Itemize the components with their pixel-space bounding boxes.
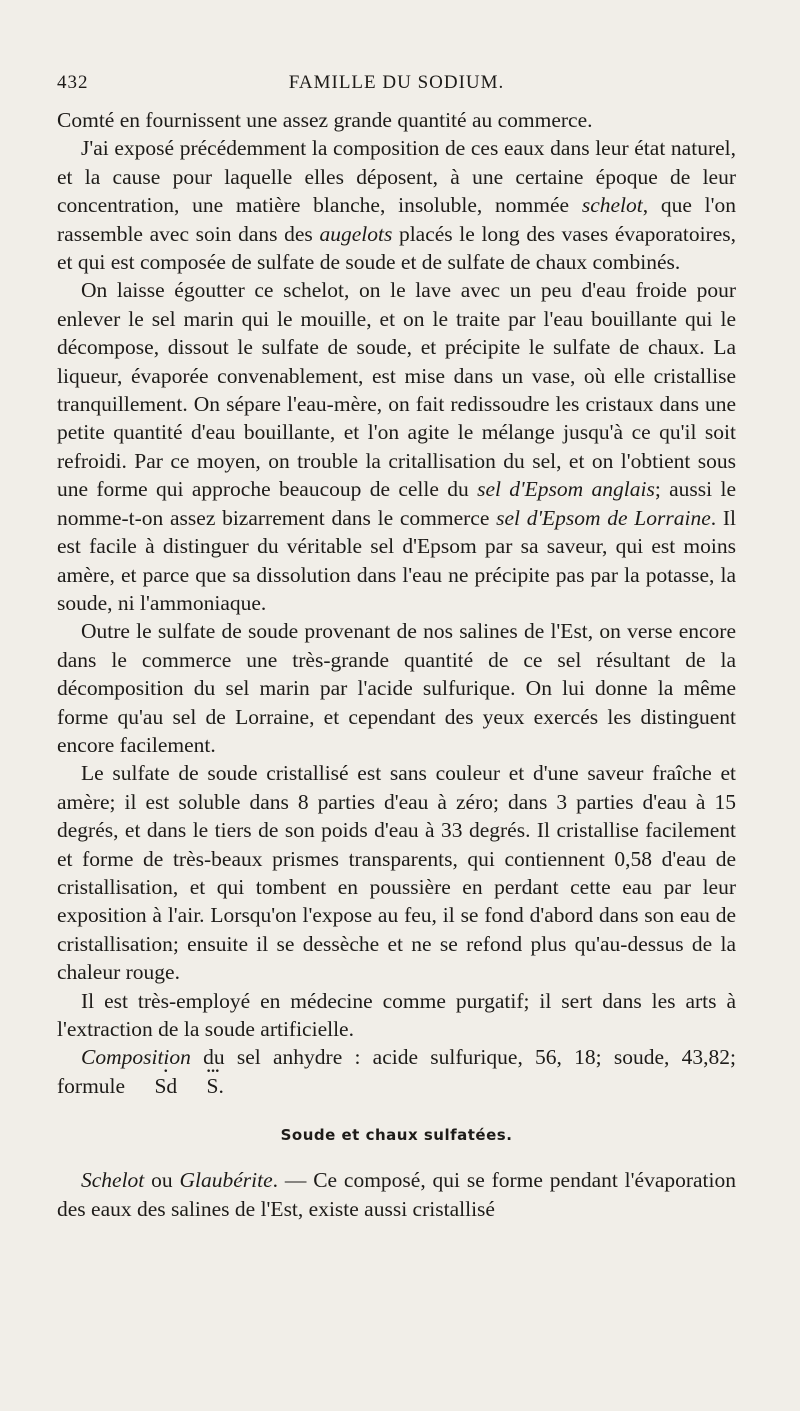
composition-paragraph: [57, 1043, 736, 1100]
paragraph: [57, 987, 736, 1044]
paragraph: [57, 106, 736, 134]
term-glauberite: Glaubérite: [179, 1168, 273, 1193]
page-header: [57, 72, 736, 106]
text-run: Le sulfate de soude cristallisé est sans couleur et d'une saveur fraîche et amère; il est soluble dans 8 parties d'eau à zéro; dans 3 parties d'eau à 15 degrés, et dans le tiers de son poids d'eau à 33 degrés. Il cristallise facilement et forme de très-beaux prismes transparents, qui contiennent 0,58 d'eau de cristallisation, et qui tombent en poussière en perdant cette eau par leur exposition à l'air. Lorsqu'on l'expose au feu, il se fond d'abord dans son eau de cristallisation; ensuite il se dessèche et ne se refond plus qu'au-dessus de la chaleur rouge.: [57, 761, 736, 985]
text-run: ; aussi le nomme-t-on assez bizarrement dans le commerce: [57, 477, 736, 530]
italic-term: sel d'Epsom anglais: [477, 477, 655, 502]
italic-term: schelot: [581, 193, 643, 218]
text-run: Outre le sulfate de soude provenant de nos salines de l'Est, on verse encore dans le commerce une très-grande quantité de ce sel résultant de la décomposition du sel marin par l'acide sulfurique. On lui donne la même forme qu'au sel de Lorraine, et cependant des yeux exercés les distinguent encore facilement.: [57, 619, 736, 757]
paragraph: [57, 617, 736, 759]
text-run: On laisse égoutter ce schelot, on le lave avec un peu d'eau froide pour enlever le sel marin qui le mouille, et on le traite par l'eau bouillante qui le décompose, dissout le sulfate de soude, et précipite le sulfate de chaux. La liqueur, évaporée convenablement, est mise dans un vase, où elle cristallise tranquillement. On sépare l'eau-mère, on fait redissoudre les cristaux dans une petite quantité d'eau bouillante, et l'on agite le mélange jusqu'à ce qu'il soit refroidi. Par ce moyen, on trouble la critallisation du sel, et on l'obtient sous une forme qui approche beaucoup de celle du: [57, 278, 736, 502]
glauberite-paragraph: [57, 1166, 736, 1223]
text-run: . Il est facile à distinguer du véritable sel d'Epsom par sa saveur, qui est moins amère, et parce que sa dissolution dans l'eau ne précipite pas par la potasse, la soude, ni l'ammoniaque.: [57, 505, 736, 615]
term-schelot: Schelot: [81, 1168, 145, 1193]
page-number: 432: [57, 72, 89, 93]
formula-end: .: [218, 1073, 224, 1098]
composition-text: du sel anhydre : acide sulfurique, 56, 18; soude, 43,82; formule: [57, 1045, 736, 1098]
paragraph-list: [57, 106, 736, 1043]
paragraph: [57, 759, 736, 986]
section-heading: Soude et chaux sulfatées.: [280, 1126, 513, 1145]
paragraph: [57, 134, 736, 276]
text-run: Il est très-employé en médecine comme purgatif; il sert dans les arts à l'extraction de la soude artificielle.: [57, 988, 736, 1041]
glauberite-text: . — Ce composé, qui se forme pendant l'évaporation des eaux des salines de l'Est, existe aussi cristallisé: [57, 1168, 737, 1221]
italic-term: sel d'Epsom de Lorraine: [496, 505, 711, 530]
composition-label: Composition: [81, 1045, 191, 1070]
text-run: J'ai exposé précédemment la composition de ces eaux dans leur état naturel, et la cause pour laquelle elles déposent, à une certaine époque de leur concentration, une matière blanche, insoluble, nommée: [57, 136, 736, 218]
text-run: placés le long des vases évaporatoires, et qui est composée de sulfate de soude et de sulfate de chaux combinés.: [57, 221, 736, 275]
formula-sulfuric-acid: S ···: [183, 1072, 219, 1100]
running-title: FAMILLE DU SODIUM.: [288, 72, 505, 93]
text-run: Comté en fournissent une assez grande quantité au commerce.: [57, 108, 593, 132]
text-run: , que l'on rassemble avec soin dans des: [57, 193, 737, 246]
page-body: [57, 106, 736, 1223]
paragraph: [57, 276, 736, 617]
term-connector: ou: [144, 1168, 180, 1193]
formula-sodium-oxide: Sd ·: [130, 1072, 177, 1100]
italic-term: augelots: [319, 221, 393, 246]
